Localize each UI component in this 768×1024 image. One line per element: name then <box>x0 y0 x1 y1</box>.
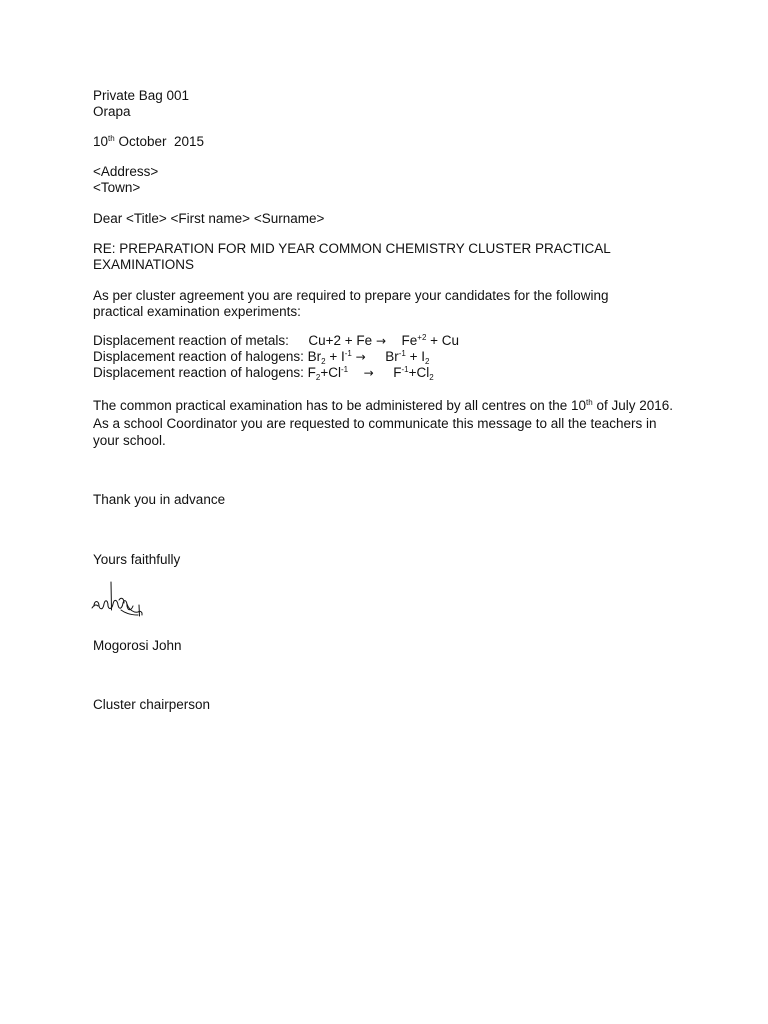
signer-title: Cluster chairperson <box>93 697 211 712</box>
experiment-halogens-1-product2-sub: 2 <box>424 357 430 366</box>
experiment-halogens-1-reactant1-sub: 2 <box>321 357 326 366</box>
experiment-halogens-2-reactant2: +Cl <box>320 365 341 380</box>
reaction-arrow-icon: → <box>375 334 386 348</box>
experiment-metals-label: Displacement reaction of metals: <box>93 333 289 348</box>
experiment-halogens-2-product1-charge: -1 <box>401 365 409 374</box>
closing-line: Yours faithfully <box>93 552 181 567</box>
date-rest: October 2015 <box>114 134 205 149</box>
experiment-metals-product2: + Cu <box>426 333 460 348</box>
reaction-arrow-icon: → <box>355 350 366 364</box>
experiment-halogens-2-reactant1: F <box>307 365 316 380</box>
subject-line: RE: PREPARATION FOR MID YEAR COMMON CHEMISTRY CLUSTER PRACTICAL EXAMINATIONS <box>93 241 611 272</box>
experiment-halogens-2-product2-sub: 2 <box>429 373 434 382</box>
signer-name: Mogorosi John <box>93 638 182 653</box>
experiment-halogens-1 <box>93 349 429 365</box>
experiment-halogens-1-product1: Br <box>385 349 399 364</box>
letter-date <box>93 134 204 150</box>
experiment-halogens-2-product1: F <box>393 365 402 380</box>
body-paragraph-part2: of July 2016. As a school Coordinator you are requested to communicate this message to all the teachers in your school. <box>93 398 673 448</box>
sender-address-line2: Orapa <box>93 104 131 119</box>
experiment-halogens-2-reactant2-charge: -1 <box>340 365 349 374</box>
experiment-metals-product1-charge: +2 <box>417 333 427 342</box>
experiment-halogens-1-reactant2: + I <box>325 349 345 364</box>
experiment-halogens-2-label: Displacement reaction of halogens: <box>93 365 304 380</box>
experiment-halogens-1-product1-charge: -1 <box>398 349 406 358</box>
experiment-metals <box>93 333 459 349</box>
body-paragraph-part1: The common practical examination has to be administered by all centres on the 10 <box>93 398 587 413</box>
experiment-halogens-1-product2: + I <box>405 349 425 364</box>
experiment-metals-reactants: Cu+2 + Fe <box>308 333 373 348</box>
date-day: 10 <box>93 134 109 149</box>
intro-paragraph: As per cluster agreement you are required to prepare your candidates for the following practical examination experiments: <box>93 288 609 319</box>
experiment-halogens-2 <box>93 365 434 381</box>
experiment-halogens-1-label: Displacement reaction of halogens: <box>93 349 304 364</box>
experiment-halogens-2-product2: +Cl <box>408 365 430 380</box>
handwritten-signature <box>91 580 149 624</box>
thanks-line: Thank you in advance <box>93 492 226 507</box>
experiment-halogens-2-reactant1-sub: 2 <box>315 373 321 382</box>
salutation: Dear <Title> <First name> <Surname> <box>93 211 325 226</box>
sender-address-line1: Private Bag 001 <box>93 88 190 103</box>
date-suffix: th <box>108 134 115 143</box>
reaction-arrow-icon: → <box>363 366 374 380</box>
body-paragraph-sup: th <box>586 398 593 407</box>
experiment-halogens-1-reactant1: Br <box>307 349 322 364</box>
recipient-address: <Address> <box>93 164 159 179</box>
experiment-metals-product1: Fe <box>401 333 418 348</box>
body-paragraph <box>93 397 673 450</box>
experiment-halogens-1-reactant2-charge: -1 <box>344 349 352 358</box>
recipient-town: <Town> <box>93 180 141 195</box>
